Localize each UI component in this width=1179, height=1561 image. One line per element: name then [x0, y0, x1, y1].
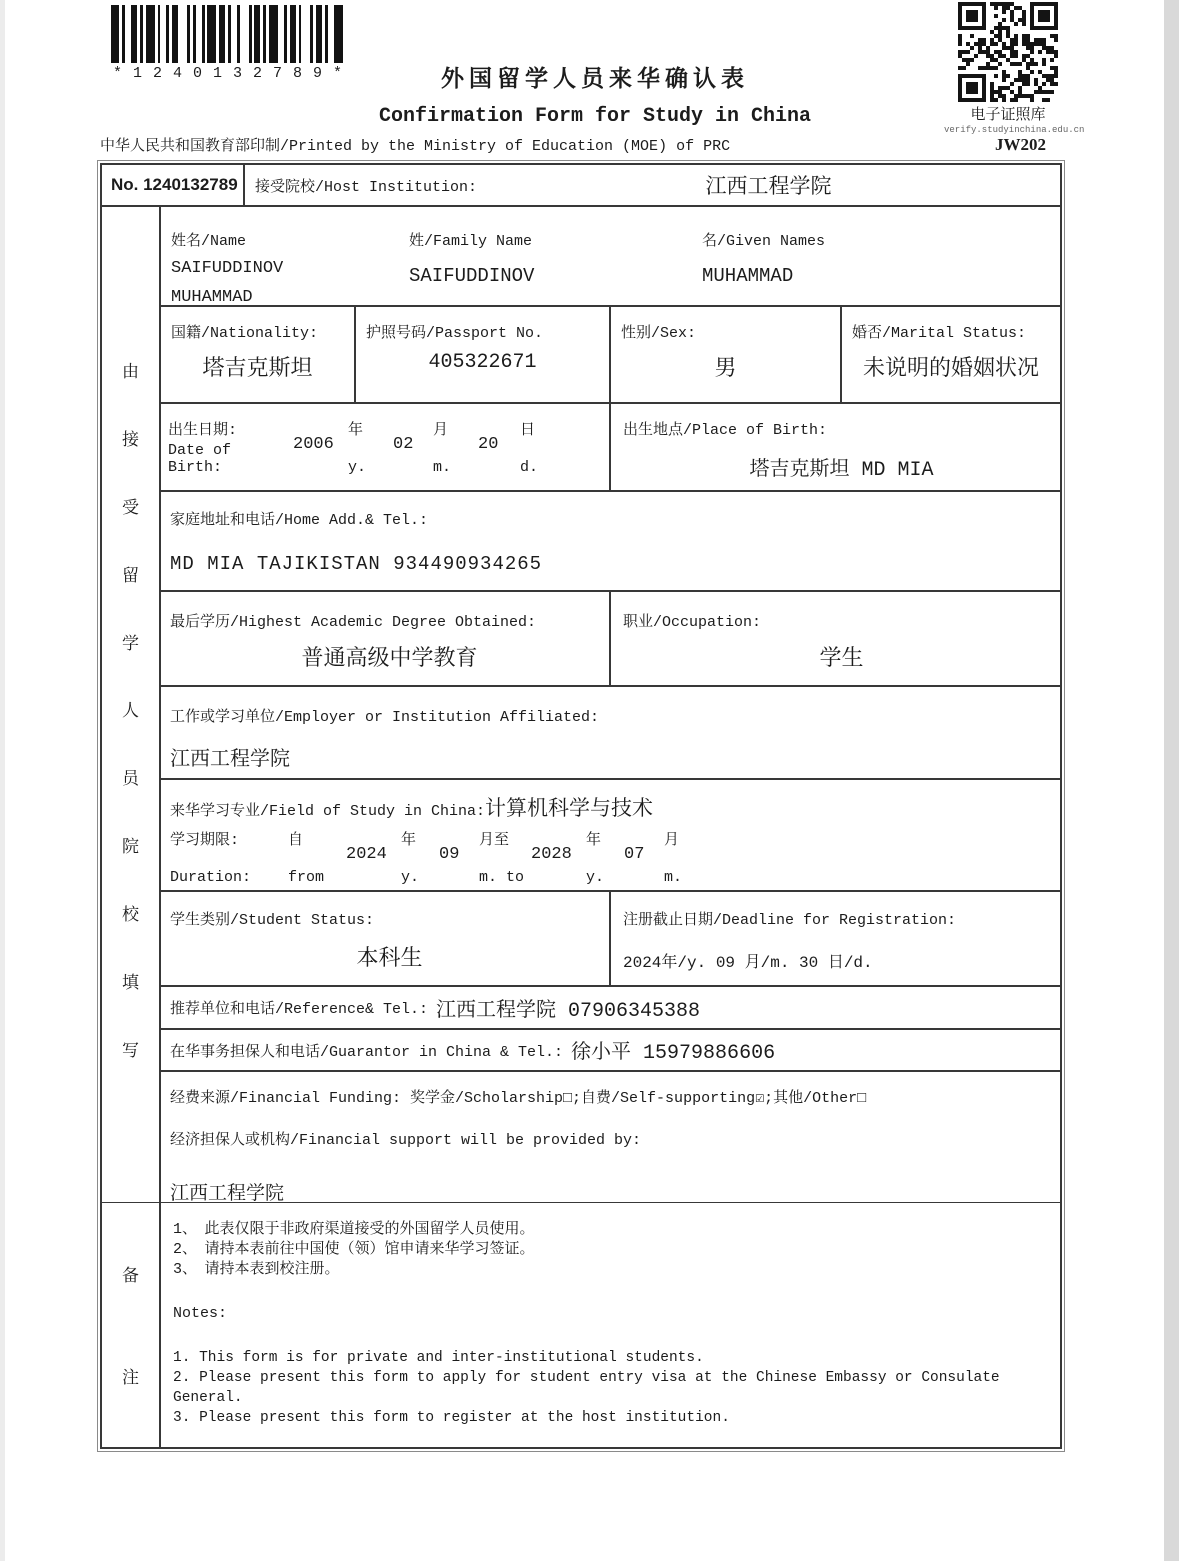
guarantor-row: [161, 1030, 1060, 1072]
sidebar-char: 人: [122, 703, 139, 723]
degree-row: [161, 592, 1060, 687]
reference-label: 推荐单位和电话/Reference& Tel.:: [170, 1001, 429, 1018]
guarantor-label: 在华事务担保人和电话/Guarantor in China & Tel.:: [170, 1043, 564, 1061]
barcode-digits: * 1 2 4 0 1 3 2 7 8 9 *: [112, 65, 344, 82]
printed-by-text: 中华人民共和国教育部印制/Printed by the Ministry of Education (MOE) of PRC: [100, 138, 731, 155]
confirmation-form-table: [100, 163, 1062, 1449]
marital-status-label: 婚否/Marital Status:: [852, 325, 1027, 342]
document-header: [0, 0, 1179, 163]
barcode: [108, 5, 348, 82]
host-institution-value: 江西工程学院: [705, 177, 832, 200]
sidebar-char: 校: [122, 907, 139, 927]
duration-unit-year-zh-2: 年: [586, 832, 602, 849]
duration-unit-year-en-1: y.: [401, 869, 420, 886]
home-address-value: MD MIA TAJIKISTAN 934490934265: [170, 553, 543, 575]
dob-unit-day-en: d.: [520, 459, 539, 476]
sidebar-char: 学: [122, 635, 139, 655]
occupation-value: 学生: [819, 647, 864, 672]
place-of-birth-cell: [611, 404, 1060, 490]
nationality-row: [161, 307, 1060, 404]
duration-from-zh: 自: [288, 832, 304, 849]
sidebar-char: 院: [122, 839, 139, 859]
duration-label-en: Duration:: [170, 869, 252, 886]
notes-zh-list: [173, 1220, 1056, 1280]
employer-row: [161, 687, 1060, 780]
duration-from-month-value: 09: [439, 845, 460, 864]
sidebar-char: 员: [122, 771, 139, 791]
barcode-bars-icon: [111, 5, 346, 63]
degree-value: 普通高级中学教育: [301, 647, 478, 672]
funding-support-value: 江西工程学院: [170, 1183, 285, 1205]
qr-caption: 电子证照库: [970, 107, 1046, 124]
note-line: 3. Please present this form to register at the host institution.: [173, 1410, 730, 1427]
nationality-label: 国籍/Nationality:: [171, 325, 319, 342]
deadline-label: 注册截止日期/Deadline for Registration:: [623, 912, 957, 929]
family-name-value: SAIFUDDINOV: [409, 265, 535, 287]
page-title-en: Confirmation Form for Study in China: [378, 105, 812, 128]
name-row: [161, 207, 1060, 307]
qr-code-icon: [958, 2, 1058, 102]
birth-row: [161, 404, 1060, 492]
duration-unit-year-zh-1: 年: [401, 832, 417, 849]
sex-value: 男: [714, 357, 737, 382]
qr-url: verify.studyinchina.edu.cn: [944, 125, 1085, 135]
funding-support-label: 经济担保人或机构/Financial support will be provided by:: [170, 1132, 642, 1149]
dob-month-value: 02: [393, 435, 414, 454]
note-line: 2. Please present this form to apply for student entry visa at the Chinese Embassy or Consulate General.: [173, 1370, 1009, 1407]
duration-unit-month-zh: 月: [664, 832, 680, 849]
guarantor-value: 徐小平 15979886606: [571, 1042, 776, 1065]
place-of-birth-label: 出生地点/Place of Birth:: [623, 422, 828, 439]
field-of-study-value: 计算机科学与技术: [485, 799, 654, 822]
notes-en-title: Notes:: [173, 1305, 228, 1323]
title-block: [330, 60, 860, 128]
date-of-birth-cell: [161, 404, 611, 490]
host-institution-label: 接受院校/Host Institution:: [255, 178, 478, 196]
degree-label: 最后学历/Highest Academic Degree Obtained:: [170, 614, 537, 631]
dob-label-zh: 出生日期:: [168, 422, 238, 439]
given-names-label: 名/Given Names: [702, 233, 826, 250]
form-number: No. 1240132789: [102, 165, 245, 205]
sidebar-char: 接: [122, 431, 139, 451]
page-title-zh: 外国留学人员来华确认表: [441, 65, 749, 91]
funding-options-line: 经费来源/Financial Funding: 奖学金/Scholarship□;自费/Self-supporting☑;其他/Other□: [170, 1090, 867, 1107]
duration-unit-year-en-2: y.: [586, 869, 605, 886]
dob-label-en: Date of Birth:: [168, 442, 241, 476]
dob-day-value: 20: [478, 435, 499, 454]
host-institution-cell: [245, 165, 1060, 205]
student-status-value: 本科生: [356, 947, 423, 972]
form-number-row: [102, 165, 1060, 207]
sex-label: 性别/Sex:: [621, 325, 697, 342]
page-edge-right: [1164, 0, 1179, 1561]
dob-unit-year-en: y.: [348, 459, 367, 476]
employer-label: 工作或学习单位/Employer or Institution Affiliated:: [170, 709, 600, 726]
sidebar-char: 填: [122, 975, 139, 995]
name-value: SAIFUDDINOV MUHAMMAD: [171, 259, 284, 307]
note-line: 1、 此表仅限于非政府渠道接受的外国留学人员使用。: [173, 1220, 535, 1238]
passport-value: 405322671: [428, 351, 537, 374]
duration-field: [170, 828, 1060, 886]
sidebar-char: 备: [122, 1268, 139, 1287]
student-status-label: 学生类别/Student Status:: [170, 912, 375, 929]
dob-year-value: 2006: [293, 435, 334, 454]
sidebar-char: 注: [122, 1370, 139, 1389]
duration-unit-to-zh: 月至: [479, 832, 510, 849]
student-status-row: [161, 892, 1060, 987]
reference-value: 江西工程学院 07906345388: [436, 999, 701, 1023]
deadline-value: 2024年/y. 09 月/m. 30 日/d.: [623, 954, 873, 972]
note-line: 2、 请持本表前往中国使（领）馆申请来华学习签证。: [173, 1240, 535, 1258]
given-names-value: MUHAMMAD: [702, 265, 794, 287]
duration-to-month-value: 07: [624, 845, 645, 864]
dob-unit-day-zh: 日: [520, 422, 536, 439]
note-line: 1. This form is for private and inter-institutional students.: [173, 1350, 704, 1367]
sidebar-char: 受: [122, 499, 139, 519]
printed-by-row: [100, 134, 1062, 155]
duration-from-year-value: 2024: [346, 845, 387, 864]
sidebar-char: 由: [122, 364, 139, 383]
notes-en-list: [173, 1348, 1056, 1428]
employer-value: 江西工程学院: [170, 749, 290, 772]
page-edge-left: [0, 0, 5, 1561]
sidebar-char: 写: [122, 1042, 139, 1062]
family-name-label: 姓/Family Name: [409, 233, 533, 250]
note-line: 3、 请持本表到校注册。: [173, 1260, 340, 1278]
sidebar-char: 留: [122, 567, 139, 587]
name-label: 姓名/Name: [171, 233, 247, 250]
duration-label-zh: 学习期限:: [170, 832, 240, 849]
sidebar-filled-by-institution: [102, 207, 161, 1202]
field-of-study-row: [161, 780, 1060, 892]
place-of-birth-value: 塔吉克斯坦 MD MIA: [749, 459, 934, 482]
notes-content: [161, 1203, 1060, 1447]
dob-unit-year-zh: 年: [348, 422, 364, 439]
funding-row: [161, 1072, 1060, 1205]
home-address-label: 家庭地址和电话/Home Add.& Tel.:: [170, 512, 429, 529]
duration-unit-to-en: m. to: [479, 869, 525, 886]
notes-row: [102, 1202, 1060, 1447]
duration-to-year-value: 2028: [531, 845, 572, 864]
dob-unit-month-zh: 月: [433, 422, 449, 439]
marital-status-value: 未说明的婚姻状况: [862, 357, 1039, 382]
form-code: JW202: [995, 135, 1046, 154]
field-of-study-label: 来华学习专业/Field of Study in China:: [170, 803, 486, 820]
dob-unit-month-en: m.: [433, 459, 452, 476]
reference-row: [161, 987, 1060, 1030]
duration-unit-month-en: m.: [664, 869, 683, 886]
duration-from-en: from: [288, 869, 325, 886]
occupation-label: 职业/Occupation:: [623, 614, 762, 631]
home-address-row: [161, 492, 1060, 592]
passport-label: 护照号码/Passport No.: [366, 325, 544, 342]
nationality-value: 塔吉克斯坦: [202, 357, 313, 382]
qr-block: [944, 2, 1085, 135]
sidebar-notes: [102, 1203, 161, 1447]
